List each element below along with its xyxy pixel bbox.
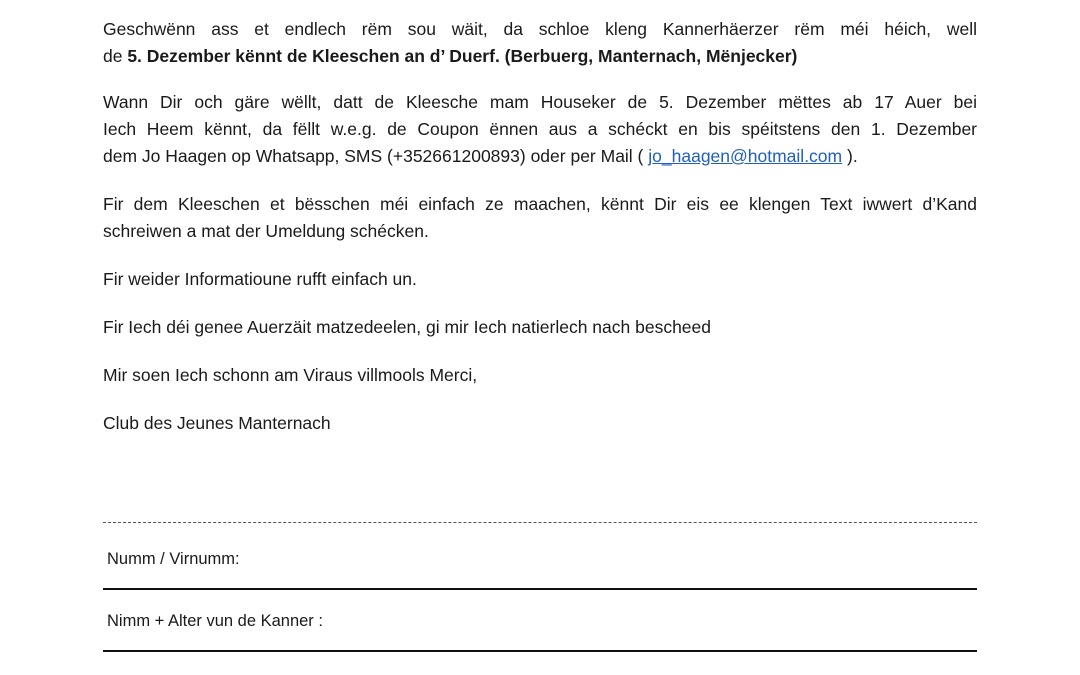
cut-line <box>103 522 977 523</box>
thanks-paragraph: Mir soen Iech schonn am Viraus villmools Merci, <box>103 365 478 385</box>
registration-line-3 <box>103 143 977 170</box>
text-line-1: Fir dem Kleeschen et bësschen méi einfach ze maachen, kënnt Dir eis ee klengen Text iwwert d’Kand <box>103 194 977 214</box>
email-link[interactable]: jo_haagen@hotmail.com <box>648 146 843 166</box>
letter-body <box>103 16 977 457</box>
intro-line-1: Geschwënn ass et endlech rëm sou wäit, da schloe kleng Kannerhäerzer rëm méi héich, well <box>103 19 977 39</box>
text-line-2: schreiwen a mat der Umeldung schécken. <box>103 221 429 241</box>
contact-text: dem Jo Haagen op Whatsapp, SMS (+352661200893) oder per Mail ( <box>103 146 649 166</box>
intro-paragraph <box>103 16 977 70</box>
registration-line-2: Iech Heem kënnt, da fëllt w.e.g. de Coupon ënnen aus a schéckt en bis spéitstens den 1. Dezember <box>103 119 977 139</box>
name-field-line[interactable] <box>103 588 977 590</box>
registration-paragraph <box>103 89 977 170</box>
contact-suffix: ). <box>842 146 858 166</box>
name-field-label: Numm / Virnumm: <box>107 550 240 568</box>
time-paragraph: Fir Iech déi genee Auerzäit matzedeelen, gi mir Iech natierlech nach bescheed <box>103 317 711 337</box>
children-field-line[interactable] <box>103 650 977 652</box>
signature: Club des Jeunes Manternach <box>103 413 331 433</box>
date-announcement: 5. Dezember kënnt de Kleeschen an d’ Duerf. (Berbuerg, Manternach, Mënjecker) <box>127 46 798 66</box>
intro-line-2 <box>103 43 977 70</box>
children-field-label: Nimm + Alter vun de Kanner : <box>107 612 323 630</box>
registration-line-1: Wann Dir och gäre wëllt, datt de Kleesche mam Houseker de 5. Dezember mëttes ab 17 Auer bei <box>103 92 977 112</box>
text-paragraph <box>103 191 977 245</box>
info-paragraph: Fir weider Informatioune rufft einfach un. <box>103 269 417 289</box>
intro-line-2-prefix: de <box>103 46 128 66</box>
